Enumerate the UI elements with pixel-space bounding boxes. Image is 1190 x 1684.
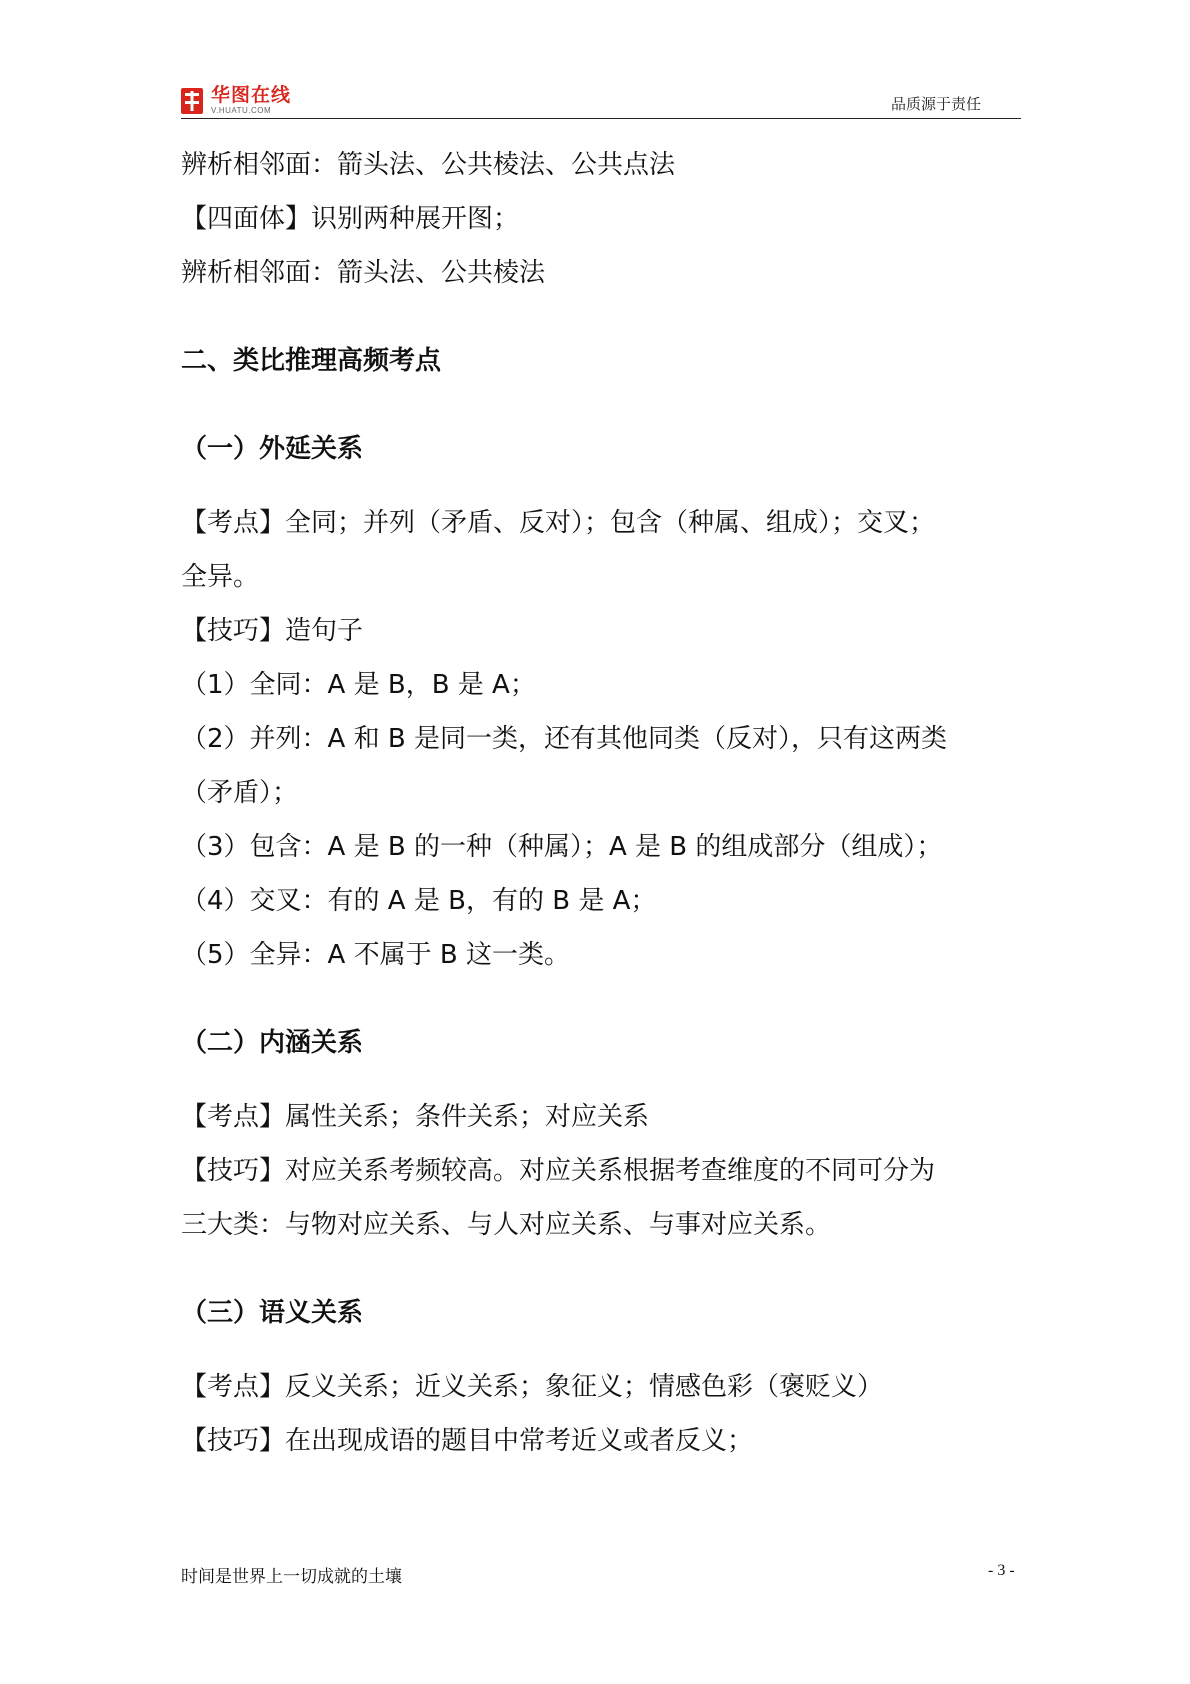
logo-name: 华图在线 [211,84,292,106]
subsection-heading: （一）外延关系 [181,434,364,464]
paragraph-line: 【技巧】在出现成语的题目中常考近义或者反义； [181,1426,754,1456]
paragraph-line: 辨析相邻面：箭头法、公共棱法、公共点法 [181,150,676,180]
paragraph-line: 【考点】反义关系；近义关系；象征义；情感色彩（褒贬义） [181,1372,884,1402]
huatu-logo [181,86,291,115]
section-heading: 二、类比推理高频考点 [181,346,442,376]
list-item: （5）全异：A 不属于 B 这一类。 [181,940,570,970]
footer-motto: 时间是世界上一切成就的土壤 [181,1567,402,1587]
paragraph-line: 三大类：与物对应关系、与人对应关系、与事对应关系。 [181,1210,832,1240]
list-item: （2）并列：A 和 B 是同一类，还有其他同类（反对），只有这两类 [181,724,947,754]
list-item: （1）全同：A 是 B，B 是 A； [181,670,536,700]
header-slogan: 品质源于责任 [890,95,981,113]
page-number: - 3 - [988,1562,1015,1579]
logo-url: V.HUATU.COM [211,106,272,115]
paragraph-line: 【考点】属性关系；条件关系；对应关系 [181,1102,650,1132]
paragraph-line: 辨析相邻面：箭头法、公共棱法 [181,258,546,288]
paragraph-line: 【技巧】造句子 [181,616,364,646]
paragraph-line: 全异。 [181,562,260,592]
list-item: （4）交叉：有的 A 是 B，有的 B 是 A； [181,886,657,916]
subsection-heading: （二）内涵关系 [181,1028,364,1058]
paragraph-line: 【考点】全同；并列（矛盾、反对）；包含（种属、组成）；交叉； [181,508,936,538]
logo-text [211,86,291,115]
paragraph-line: 【技巧】对应关系考频较高。对应关系根据考查维度的不同可分为 [181,1156,936,1186]
subsection-heading: （三）语义关系 [181,1298,364,1328]
huatu-logo-icon [181,88,203,114]
document-body [181,138,1021,1468]
list-item: （3）包含：A 是 B 的一种（种属）；A 是 B 的组成部分（组成）； [181,832,943,862]
list-item: （矛盾）； [181,778,299,808]
paragraph-line: 【四面体】识别两种展开图； [181,204,520,234]
page-header [181,78,1021,119]
